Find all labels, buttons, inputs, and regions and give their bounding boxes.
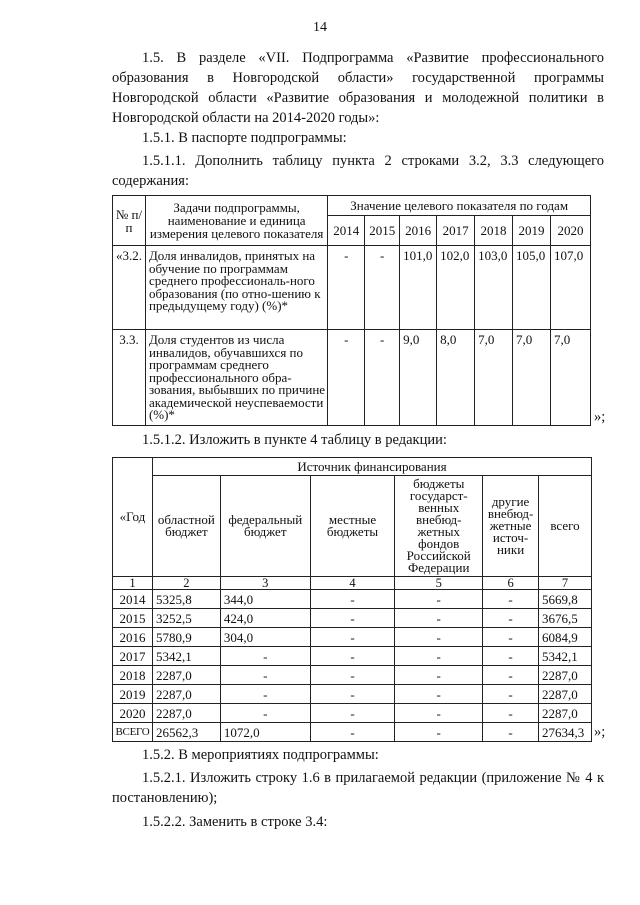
table2-closing-quote: »; xyxy=(594,724,606,740)
value-cell: 2287,0 xyxy=(539,666,592,685)
paragraph-1-5-2: 1.5.2. В мероприятиях подпрограммы: xyxy=(142,747,379,763)
value-cell: 5342,1 xyxy=(539,647,592,666)
table-row-total xyxy=(113,723,592,742)
table-row xyxy=(113,590,592,609)
value-cell: - xyxy=(483,723,539,742)
value-cell: 304,0 xyxy=(220,628,310,647)
year-header: 2020 xyxy=(550,216,590,246)
task-cell: Доля инвалидов, принятых на обучение по программам среднего профессиональ-ного образования (по отно-шению к предыдущему году) (%)* xyxy=(145,246,327,330)
value-cell: - xyxy=(310,647,395,666)
year-cell: 2016 xyxy=(113,628,153,647)
paragraph-1-5-1-1: 1.5.1.1. Дополнить таблицу пункта 2 строками 3.2, 3.3 следующего содержания: xyxy=(112,153,604,189)
column-header: областной бюджет xyxy=(152,476,220,577)
year-header: 2019 xyxy=(513,216,551,246)
value-cell: 107,0 xyxy=(550,246,590,330)
value-cell: 7,0 xyxy=(475,330,513,426)
target-indicators-table xyxy=(112,195,591,426)
column-number: 3 xyxy=(220,577,310,590)
financing-table xyxy=(112,457,592,742)
value-cell: - xyxy=(483,666,539,685)
year-header: 2014 xyxy=(328,216,365,246)
value-cell: 9,0 xyxy=(400,330,437,426)
value-cell: 2287,0 xyxy=(539,704,592,723)
value-cell: 2287,0 xyxy=(152,685,220,704)
header-source: Источник финансирования xyxy=(152,458,591,476)
column-number: 7 xyxy=(539,577,592,590)
column-number: 5 xyxy=(395,577,483,590)
value-cell: - xyxy=(483,704,539,723)
column-header: федеральный бюджет xyxy=(220,476,310,577)
value-cell: 7,0 xyxy=(550,330,590,426)
value-cell: - xyxy=(328,330,365,426)
paragraph-1-5: 1.5. В разделе «VII. Подпрограмма «Развитие профессионального образования в Новгородской области» государственной программы Новгородской области «Развитие образования и молодежной политики в Новгородской области на 2014-2020 годы»: xyxy=(112,50,604,126)
value-cell: - xyxy=(395,609,483,628)
year-cell: 2017 xyxy=(113,647,153,666)
value-cell: - xyxy=(220,647,310,666)
table1-closing-quote: »; xyxy=(594,409,606,425)
value-cell: 8,0 xyxy=(437,330,475,426)
value-cell: - xyxy=(395,647,483,666)
year-cell: 2018 xyxy=(113,666,153,685)
paragraph-1-5-1-2: 1.5.1.2. Изложить в пункте 4 таблицу в редакции: xyxy=(142,432,447,448)
column-header: всего xyxy=(539,476,592,577)
table-row xyxy=(113,609,592,628)
header-year: «Год xyxy=(113,458,153,577)
value-cell: - xyxy=(310,723,395,742)
table-row xyxy=(113,666,592,685)
value-cell: - xyxy=(365,330,400,426)
value-cell: - xyxy=(310,628,395,647)
value-cell: - xyxy=(310,609,395,628)
value-cell: 1072,0 xyxy=(220,723,310,742)
value-cell: - xyxy=(483,590,539,609)
value-cell: - xyxy=(220,666,310,685)
year-header: 2015 xyxy=(365,216,400,246)
value-cell: - xyxy=(395,590,483,609)
value-cell: 7,0 xyxy=(513,330,551,426)
column-number: 6 xyxy=(483,577,539,590)
value-cell: 2287,0 xyxy=(152,666,220,685)
header-number: № п/п xyxy=(113,196,146,246)
value-cell: - xyxy=(483,628,539,647)
value-cell: 105,0 xyxy=(513,246,551,330)
paragraph-1-5-1: 1.5.1. В паспорте подпрограммы: xyxy=(142,130,347,146)
value-cell: - xyxy=(395,628,483,647)
value-cell: 2287,0 xyxy=(539,685,592,704)
value-cell: 26562,3 xyxy=(152,723,220,742)
table-row xyxy=(113,246,591,330)
value-cell: 5342,1 xyxy=(152,647,220,666)
value-cell: 2287,0 xyxy=(152,704,220,723)
column-header: местные бюджеты xyxy=(310,476,395,577)
year-cell: 2020 xyxy=(113,704,153,723)
value-cell: - xyxy=(365,246,400,330)
table-row xyxy=(113,704,592,723)
value-cell: - xyxy=(310,590,395,609)
year-header: 2016 xyxy=(400,216,437,246)
year-header: 2018 xyxy=(475,216,513,246)
column-number: 1 xyxy=(113,577,153,590)
column-header: бюджеты государст-венных внебюд-жетных фондов Российской Федерации xyxy=(395,476,483,577)
column-header: другие внебюд-жетные источ-ники xyxy=(483,476,539,577)
value-cell: - xyxy=(483,609,539,628)
value-cell: 27634,3 xyxy=(539,723,592,742)
value-cell: 5325,8 xyxy=(152,590,220,609)
column-number: 4 xyxy=(310,577,395,590)
paragraph-1-5-2-2: 1.5.2.2. Заменить в строке 3.4: xyxy=(142,814,328,830)
value-cell: - xyxy=(310,685,395,704)
table-row xyxy=(113,330,591,426)
year-cell: 2015 xyxy=(113,609,153,628)
task-cell: Доля студентов из числа инвалидов, обучавшихся по программам среднего профессионального обра-зования, выбывших по причине академической неуспеваемости (%)* xyxy=(145,330,327,426)
value-cell: - xyxy=(395,685,483,704)
value-cell: - xyxy=(328,246,365,330)
value-cell: 3252,5 xyxy=(152,609,220,628)
value-cell: - xyxy=(310,666,395,685)
page-number: 14 xyxy=(313,20,327,35)
header-value: Значение целевого показателя по годам xyxy=(328,196,591,216)
table-row xyxy=(113,628,592,647)
year-cell: ВСЕГО xyxy=(113,723,153,742)
year-cell: 2014 xyxy=(113,590,153,609)
table-row xyxy=(113,685,592,704)
value-cell: - xyxy=(220,685,310,704)
year-cell: 2019 xyxy=(113,685,153,704)
column-number: 2 xyxy=(152,577,220,590)
table-row xyxy=(113,647,592,666)
value-cell: 3676,5 xyxy=(539,609,592,628)
value-cell: 103,0 xyxy=(475,246,513,330)
value-cell: 5669,8 xyxy=(539,590,592,609)
row-number: 3.3. xyxy=(113,330,146,426)
value-cell: - xyxy=(395,704,483,723)
header-task: Задачи подпрограммы, наименование и единица измерения целевого показателя xyxy=(145,196,327,246)
value-cell: - xyxy=(395,723,483,742)
value-cell: 344,0 xyxy=(220,590,310,609)
value-cell: 101,0 xyxy=(400,246,437,330)
value-cell: - xyxy=(483,685,539,704)
value-cell: - xyxy=(310,704,395,723)
value-cell: - xyxy=(483,647,539,666)
paragraph-1-5-2-1: 1.5.2.1. Изложить строку 1.6 в прилагаемой редакции (приложение № 4 к постановлению); xyxy=(112,770,604,806)
value-cell: 5780,9 xyxy=(152,628,220,647)
value-cell: 424,0 xyxy=(220,609,310,628)
value-cell: - xyxy=(395,666,483,685)
year-header: 2017 xyxy=(437,216,475,246)
value-cell: 102,0 xyxy=(437,246,475,330)
value-cell: 6084,9 xyxy=(539,628,592,647)
row-number: «3.2. xyxy=(113,246,146,330)
value-cell: - xyxy=(220,704,310,723)
